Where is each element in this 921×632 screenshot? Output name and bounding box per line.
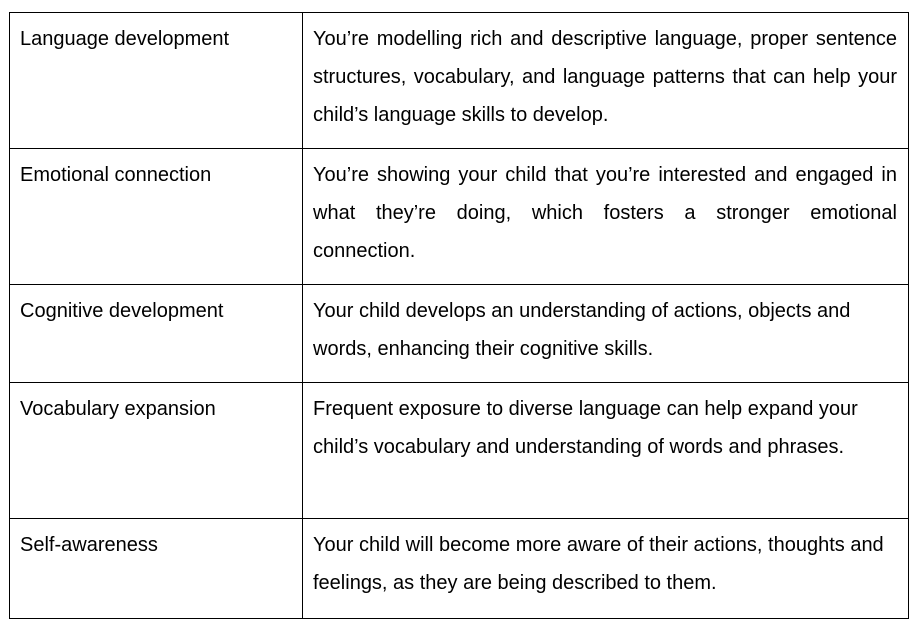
term-cell: Cognitive development bbox=[10, 285, 303, 383]
table-row bbox=[10, 149, 909, 285]
description-cell: Your child develops an understanding of actions, objects and words, enhancing their cognitive skills. bbox=[303, 285, 909, 383]
description-cell: Your child will become more aware of their actions, thoughts and feelings, as they are being described to them. bbox=[303, 519, 909, 619]
benefits-table bbox=[9, 12, 909, 619]
table-row bbox=[10, 383, 909, 519]
term-cell: Language development bbox=[10, 13, 303, 149]
description-cell: You’re showing your child that you’re interested and engaged in what they’re doing, which fosters a stronger emotional connection. bbox=[303, 149, 909, 285]
term-cell: Vocabulary expansion bbox=[10, 383, 303, 519]
description-cell: You’re modelling rich and descriptive language, proper sentence structures, vocabulary, and language patterns that can help your child’s language skills to develop. bbox=[303, 13, 909, 149]
table-row bbox=[10, 285, 909, 383]
description-cell: Frequent exposure to diverse language can help expand your child’s vocabulary and understanding of words and phrases. bbox=[303, 383, 909, 519]
table-row bbox=[10, 13, 909, 149]
term-cell: Self-awareness bbox=[10, 519, 303, 619]
term-cell: Emotional connection bbox=[10, 149, 303, 285]
table-row bbox=[10, 519, 909, 619]
